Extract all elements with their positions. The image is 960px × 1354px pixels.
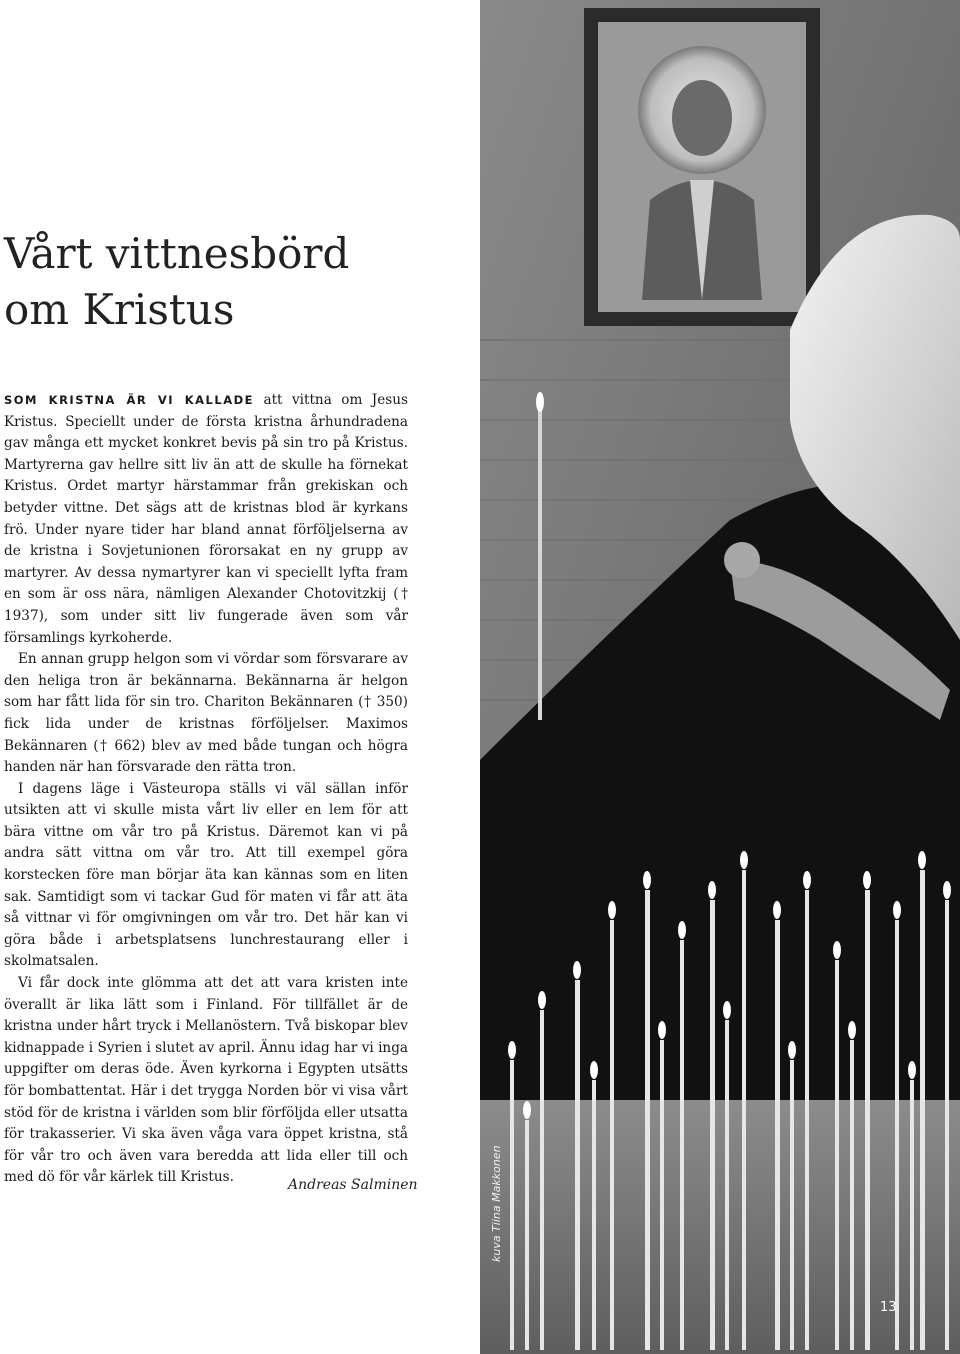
sand-tray	[480, 1100, 960, 1354]
church-candle-photo	[480, 0, 960, 1354]
held-candle	[538, 410, 542, 720]
page-number: 13	[880, 1300, 897, 1315]
article-title-line-1: Vårt vittnesbörd	[4, 229, 350, 278]
article-title-line-2: om Kristus	[4, 285, 235, 334]
paragraph-1-text: att vittna om Jesus Kristus. Speciellt under de första kristna århundradena gav många ett mycket konkret bevis på sin tro på Kristus. Martyrerna gav hellre sitt liv än att de skulle ha förnekat Kristus. Ordet martyr härstammar från grekiskan och betyder vittne. Det sägs att de kristnas blod är kyrkans frö. Under nyare tider har bland annat förföljelserna av de kristna i Sovjetunionen förorsakat en ny grupp av martyrer. Av dessa nymartyrer kan vi speciellt lyfta fram en som är oss nära, nämligen Alexander Chotovitzkij († 1937), som under sitt liv fungerade även som vår församlings kyrkoherde.	[4, 392, 409, 646]
article-paragraph-1	[4, 390, 408, 649]
article-body	[4, 390, 408, 1189]
held-candle-flame	[536, 392, 544, 412]
icon-frame	[584, 8, 820, 326]
article-paragraph-3: I dagens läge i Västeuropa ställs vi väl sällan inför utsikten att vi skulle mista vårt liv eller en lem för att bära vittne om vår tro på Kristus. Däremot kan vi på andra sätt vittna om vår tro. Att till exempel göra korstecken före man börjar äta kan kännas som en liten sak. Samtidigt som vi tackar Gud för maten vi får att äta så vittnar vi för omgivningen om vår tro. Det här kan vi göra både i arbetsplatsens lunchrestaurang eller i skolmatsalen.	[4, 780, 408, 970]
photo-credit: kuva Tiina Makkonen	[490, 1145, 503, 1262]
lead-in-caps: SOM KRISTNA ÄR VI KALLADE	[4, 393, 255, 407]
woman-hand	[724, 542, 760, 578]
author-signature: Andreas Salminen	[288, 1177, 418, 1193]
article-title	[4, 226, 474, 338]
photo-illustration	[480, 0, 960, 1354]
article-paragraph-4: Vi får dock inte glömma att det att vara kristen inte överallt är lika lätt som i Finland. För tillfället är de kristna under hårt tryck i Mellanöstern. Två biskopar blev kidnappade i Syrien i slutet av april. Ännu idag har vi inga uppgifter om deras öde. Även kyrkorna i Egypten utsätts för bombattentat. Här i det trygga Norden bör vi visa vårt stöd för de kristna i världen som blir förföljda eller utsatta för trakasserier. Vi ska även våga vara öppet kristna, stå för vår tro och även vara beredda att lida eller till och med dö för vår kärlek till Kristus.	[4, 975, 408, 1186]
article-paragraph-2: En annan grupp helgon som vi vördar som försvarare av den heliga tron är bekännarna. Bekännarna är helgon som har fått lida för sin tro. Chariton Bekännaren († 350) fick lida under de kristnas förföljelser. Maximos Bekännaren († 662) blev av med både tungan och högra handen när han försvarade den rätta tron.	[4, 651, 408, 776]
